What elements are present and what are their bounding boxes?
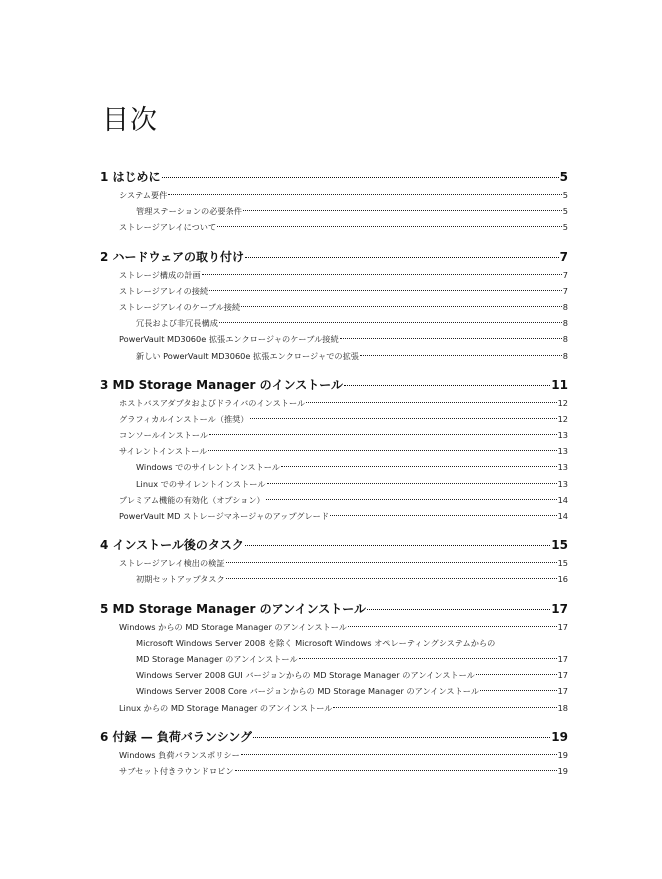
toc-page-number: 13 (557, 430, 568, 441)
dot-leader (226, 578, 557, 579)
dot-leader (330, 515, 557, 516)
toc-page-number: 8 (562, 301, 568, 312)
dot-leader (209, 290, 562, 291)
toc-entry-link[interactable] (100, 299, 568, 315)
toc-entry-link[interactable] (100, 476, 568, 492)
toc-entry-link[interactable] (100, 635, 568, 651)
toc-entry-link[interactable] (100, 411, 568, 427)
toc-page-number: 15 (557, 558, 568, 569)
toc-entry-label: プレミアム機能の有効化（オプション） (119, 494, 265, 505)
toc-chapter (100, 168, 568, 236)
table-of-contents (100, 168, 568, 791)
toc-page-number: 12 (557, 397, 568, 408)
toc-entry-label: ストレージアレイ検出の検証 (119, 558, 225, 569)
toc-page-number: 7 (559, 249, 568, 264)
toc-page-number: 13 (557, 478, 568, 489)
toc-entry-link[interactable] (100, 315, 568, 331)
toc-entry-label: 3 MD Storage Manager のインストール (100, 377, 344, 392)
toc-page-number: 8 (562, 318, 568, 329)
toc-chapter (100, 728, 568, 779)
toc-page-number: 16 (557, 574, 568, 585)
dot-leader (245, 257, 559, 258)
dot-leader (250, 418, 557, 419)
dot-leader (344, 385, 550, 386)
toc-entry-link[interactable] (100, 331, 568, 347)
toc-chapter (100, 248, 568, 364)
toc-chapter-link[interactable] (100, 536, 568, 554)
dot-leader (209, 434, 556, 435)
toc-page-number: 18 (557, 702, 568, 713)
toc-page-number: 13 (557, 446, 568, 457)
toc-entry-label: グラフィカルインストール（推奨） (119, 413, 249, 424)
dot-leader (340, 338, 562, 339)
dot-leader (360, 355, 562, 356)
toc-page-number: 12 (557, 413, 568, 424)
toc-page-number: 5 (559, 170, 568, 184)
toc-page-number: 19 (557, 749, 568, 760)
dot-leader (208, 450, 556, 451)
toc-entry-link[interactable] (100, 443, 568, 459)
dot-leader (162, 177, 559, 178)
dot-leader (306, 402, 556, 403)
dot-leader (202, 274, 562, 275)
toc-page-number: 17 (557, 653, 568, 664)
toc-entry-link[interactable] (100, 459, 568, 475)
toc-page-number: 5 (562, 222, 568, 233)
dot-leader (299, 658, 557, 659)
toc-page-number: 19 (551, 729, 568, 744)
toc-entry-label: PowerVault MD ストレージマネージャのアップグレード (119, 511, 330, 521)
toc-chapter (100, 536, 568, 587)
toc-entry-label: ストレージ構成の計画 (119, 269, 201, 280)
toc-page-number: 14 (557, 511, 568, 521)
toc-entry-link[interactable] (100, 508, 568, 524)
toc-entry-link[interactable] (100, 348, 568, 364)
toc-entry-label: 初期セットアップタスク (136, 574, 225, 585)
dot-leader (476, 674, 557, 675)
dot-leader (241, 306, 562, 307)
toc-entry-label: Windows でのサイレントインストール (136, 462, 280, 473)
toc-page-number: 17 (557, 621, 568, 632)
dot-leader (235, 770, 557, 771)
toc-chapter-link[interactable] (100, 376, 568, 394)
toc-chapter (100, 600, 568, 716)
toc-entry-label: Microsoft Windows Server 2008 を除く Microsoft Windows オペレーティングシステムからの (136, 637, 496, 648)
page-title: 目次 (102, 105, 158, 136)
toc-page-number: 5 (562, 206, 568, 217)
toc-entry-label: Windows Server 2008 GUI バージョンからの MD Storage Manager のアンインストール (136, 670, 475, 681)
toc-entry-label: ストレージアレイについて (119, 222, 217, 233)
toc-entry-link[interactable] (100, 747, 568, 763)
toc-chapter-link[interactable] (100, 248, 568, 266)
toc-page-number: 17 (551, 601, 568, 616)
dot-leader (217, 226, 562, 227)
toc-entry-label: 2 ハードウェアの取り付け (100, 249, 245, 264)
dot-leader (367, 609, 550, 610)
toc-entry-label: PowerVault MD3060e 拡張エンクロージャのケーブル接続 (119, 334, 339, 345)
toc-chapter (100, 376, 568, 525)
toc-page-number: 19 (557, 765, 568, 776)
dot-leader (226, 562, 557, 563)
toc-entry-label: 冗長および非冗長構成 (136, 318, 218, 329)
toc-entry-label: コンソールインストール (119, 430, 209, 441)
toc-entry-label: システム要件 (119, 190, 168, 200)
toc-entry-label: Windows からの MD Storage Manager のアンインストール (119, 621, 347, 632)
toc-entry-label: 6 付録 — 負荷バランシング (100, 729, 253, 744)
toc-page-number: 17 (557, 670, 568, 681)
dot-leader (168, 194, 561, 195)
toc-entry-link[interactable] (100, 267, 568, 283)
toc-chapter-link[interactable] (100, 168, 568, 186)
toc-chapter-link[interactable] (100, 728, 568, 746)
toc-entry-label: ストレージアレイの接続 (119, 285, 209, 296)
dot-leader (267, 483, 557, 484)
toc-entry-label: Windows Server 2008 Core バージョンからの MD Storage Manager のアンインストール (136, 686, 480, 697)
toc-page-number: 17 (557, 686, 568, 697)
dot-leader (266, 499, 557, 500)
dot-leader (243, 210, 562, 211)
toc-entry-link[interactable] (100, 395, 568, 411)
toc-entry-label: ホストバスアダプタおよびドライバのインストール (119, 397, 306, 408)
toc-entry-link[interactable] (100, 427, 568, 443)
toc-entry-link[interactable] (100, 187, 568, 203)
toc-entry-link[interactable] (100, 555, 568, 571)
toc-entry-link[interactable] (100, 283, 568, 299)
toc-entry-link[interactable] (100, 700, 568, 716)
toc-entry-label: MD Storage Manager のアンインストール (136, 653, 298, 664)
toc-entry-label: 1 はじめに (100, 170, 161, 184)
toc-entry-link[interactable] (100, 203, 568, 219)
toc-page-number: 5 (562, 190, 568, 200)
toc-entry-label: 5 MD Storage Manager のアンインストール (100, 601, 366, 616)
toc-page-number: 11 (551, 377, 568, 392)
toc-entry-link[interactable] (100, 571, 568, 587)
dot-leader (333, 707, 556, 708)
dot-leader (219, 322, 562, 323)
toc-page-number: 13 (557, 462, 568, 473)
dot-leader (480, 690, 557, 691)
toc-entry-label: サイレントインストール (119, 446, 208, 457)
toc-chapter-link[interactable] (100, 600, 568, 618)
dot-leader (245, 545, 550, 546)
dot-leader (241, 754, 557, 755)
toc-page-number: 8 (562, 350, 568, 361)
dot-leader (253, 737, 550, 738)
toc-entry-label: 管理ステーションの必要条件 (136, 206, 242, 217)
toc-entry-label: サブセット付きラウンドロビン (119, 765, 234, 776)
toc-entry-link[interactable] (100, 667, 568, 683)
toc-entry-link[interactable] (100, 683, 568, 699)
toc-entry-label: Linux からの MD Storage Manager のアンインストール (119, 702, 333, 713)
toc-entry-link[interactable] (100, 763, 568, 779)
toc-page-number: 14 (557, 494, 568, 505)
toc-page-number: 7 (562, 269, 568, 280)
toc-page-number: 7 (562, 285, 568, 296)
toc-entry-link[interactable] (100, 219, 568, 235)
toc-entry-label: 4 インストール後のタスク (100, 538, 244, 553)
toc-page-number: 15 (551, 538, 568, 553)
toc-entry-label: 新しい PowerVault MD3060e 拡張エンクロージャでの拡張 (136, 350, 359, 361)
toc-entry-label: Windows 負荷バランスポリシー (119, 749, 240, 760)
toc-entry-label: Linux でのサイレントインストール (136, 478, 266, 489)
toc-page-number: 8 (562, 334, 568, 345)
toc-entry-link[interactable] (100, 492, 568, 508)
dot-leader (348, 626, 557, 627)
dot-leader (281, 466, 557, 467)
toc-entry-link[interactable] (100, 651, 568, 667)
toc-entry-link[interactable] (100, 619, 568, 635)
toc-entry-label: ストレージアレイのケーブル接続 (119, 301, 241, 312)
